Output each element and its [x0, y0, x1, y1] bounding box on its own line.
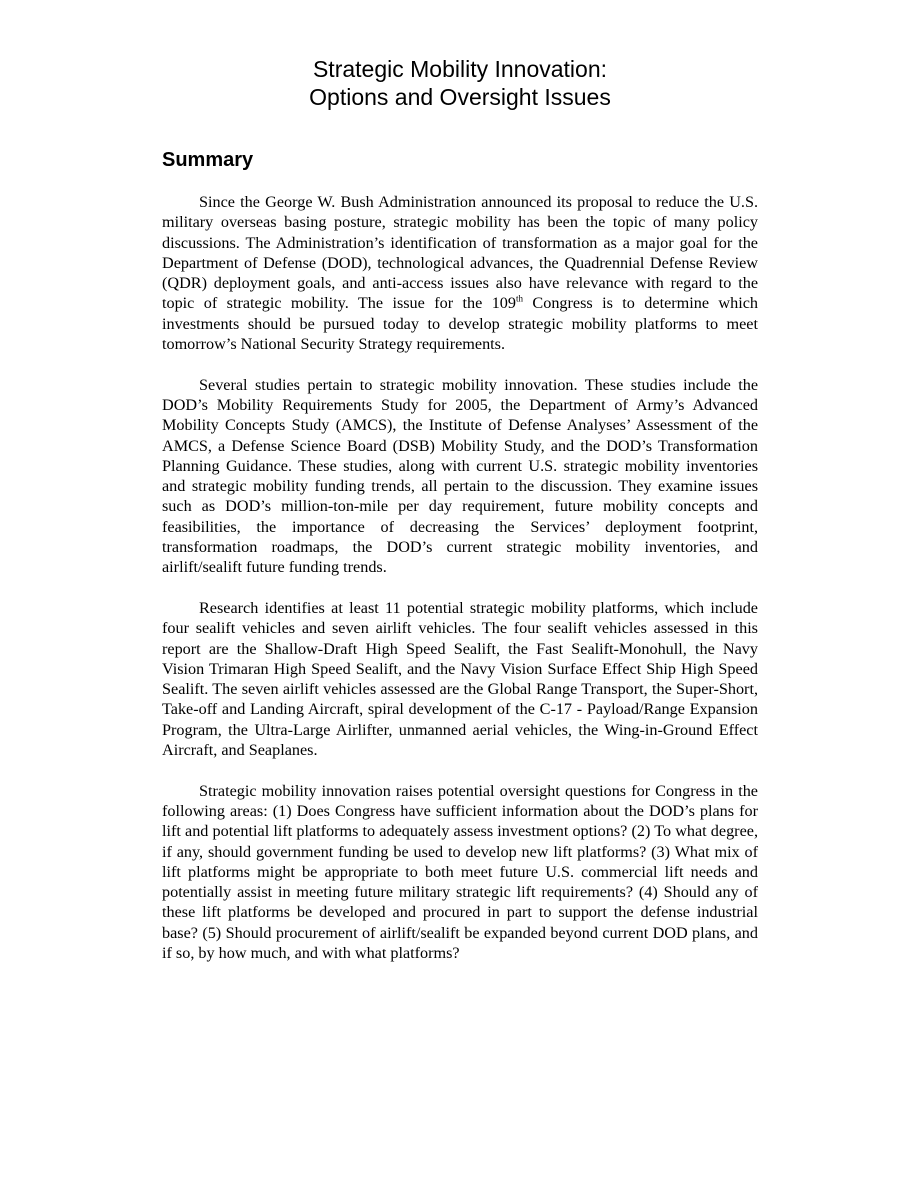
title-line-1: Strategic Mobility Innovation: — [312, 56, 608, 82]
ordinal-superscript: th — [516, 294, 524, 305]
document-title — [0, 55, 920, 111]
title-line-2: Options and Oversight Issues — [309, 84, 611, 110]
paragraph-2: Several studies pertain to strategic mobility innovation. These studies include the DOD’s Mobility Requirements Study for 2005, the Department of Army’s Advanced Mobility Concepts Study (AMCS), the Institute of Defense Analyses’ Assessment of the AMCS, a Defense Science Board (DSB) Mobility Study, and the DOD’s Transformation Planning Guidance. These studies, along with current U.S. strategic mobility inventories and strategic mobility funding trends, all pertain to the discussion. They examine issues such as DOD’s million-ton-mile per day requirement, future mobility concepts and feasibilities, the importance of decreasing the Services’ deployment footprint, transformation roadmaps, the DOD’s current strategic mobility inventories, and airlift/sealift future funding trends. — [162, 375, 758, 577]
paragraph-3: Research identifies at least 11 potential strategic mobility platforms, which include four sealift vehicles and seven airlift vehicles. The four sealift vehicles assessed in this report are the Shallow-Draft High Speed Sealift, the Fast Sealift-Monohull, the Navy Vision Trimaran High Speed Sealift, and the Navy Vision Surface Effect Ship High Speed Sealift. The seven airlift vehicles assessed are the Global Range Transport, the Super-Short, Take-off and Landing Aircraft, spiral development of the C-17 - Payload/Range Expansion Program, the Ultra-Large Airlifter, unmanned aerial vehicles, the Wing-in-Ground Effect Aircraft, and Seaplanes. — [162, 598, 758, 760]
paragraph-1-text-end: Congress is to determine which investments should be pursued today to develop strategic mobility platforms to meet tomorrow’s National Security Strategy requirements. — [162, 294, 758, 354]
summary-body — [162, 192, 758, 984]
summary-heading: Summary — [162, 149, 254, 171]
paragraph-1 — [162, 192, 758, 354]
paragraph-1-text: Since the George W. Bush Administration announced its proposal to reduce the U.S. military overseas basing posture, strategic mobility has been the topic of many policy discussions. The Administration’s identification of transformation as a major goal for the Department of Defense (DOD), technological advances, the Quadrennial Defense Review (QDR) deployment goals, and anti-access issues also have relevance with regard to the topic of strategic mobility. The issue for the 109 — [162, 193, 758, 313]
paragraph-4: Strategic mobility innovation raises potential oversight questions for Congress in the following areas: (1) Does Congress have sufficient information about the DOD’s plans for lift and potential lift platforms to adequately assess investment options? (2) To what degree, if any, should government funding be used to develop new lift platforms? (3) What mix of lift platforms might be appropriate to both meet future U.S. commercial lift needs and potentially assist in meeting future military strategic lift requirements? (4) Should any of these lift platforms be developed and procured in part to support the defense industrial base? (5) Should procurement of airlift/sealift be expanded beyond current DOD plans, and if so, by how much, and with what platforms? — [162, 781, 758, 962]
